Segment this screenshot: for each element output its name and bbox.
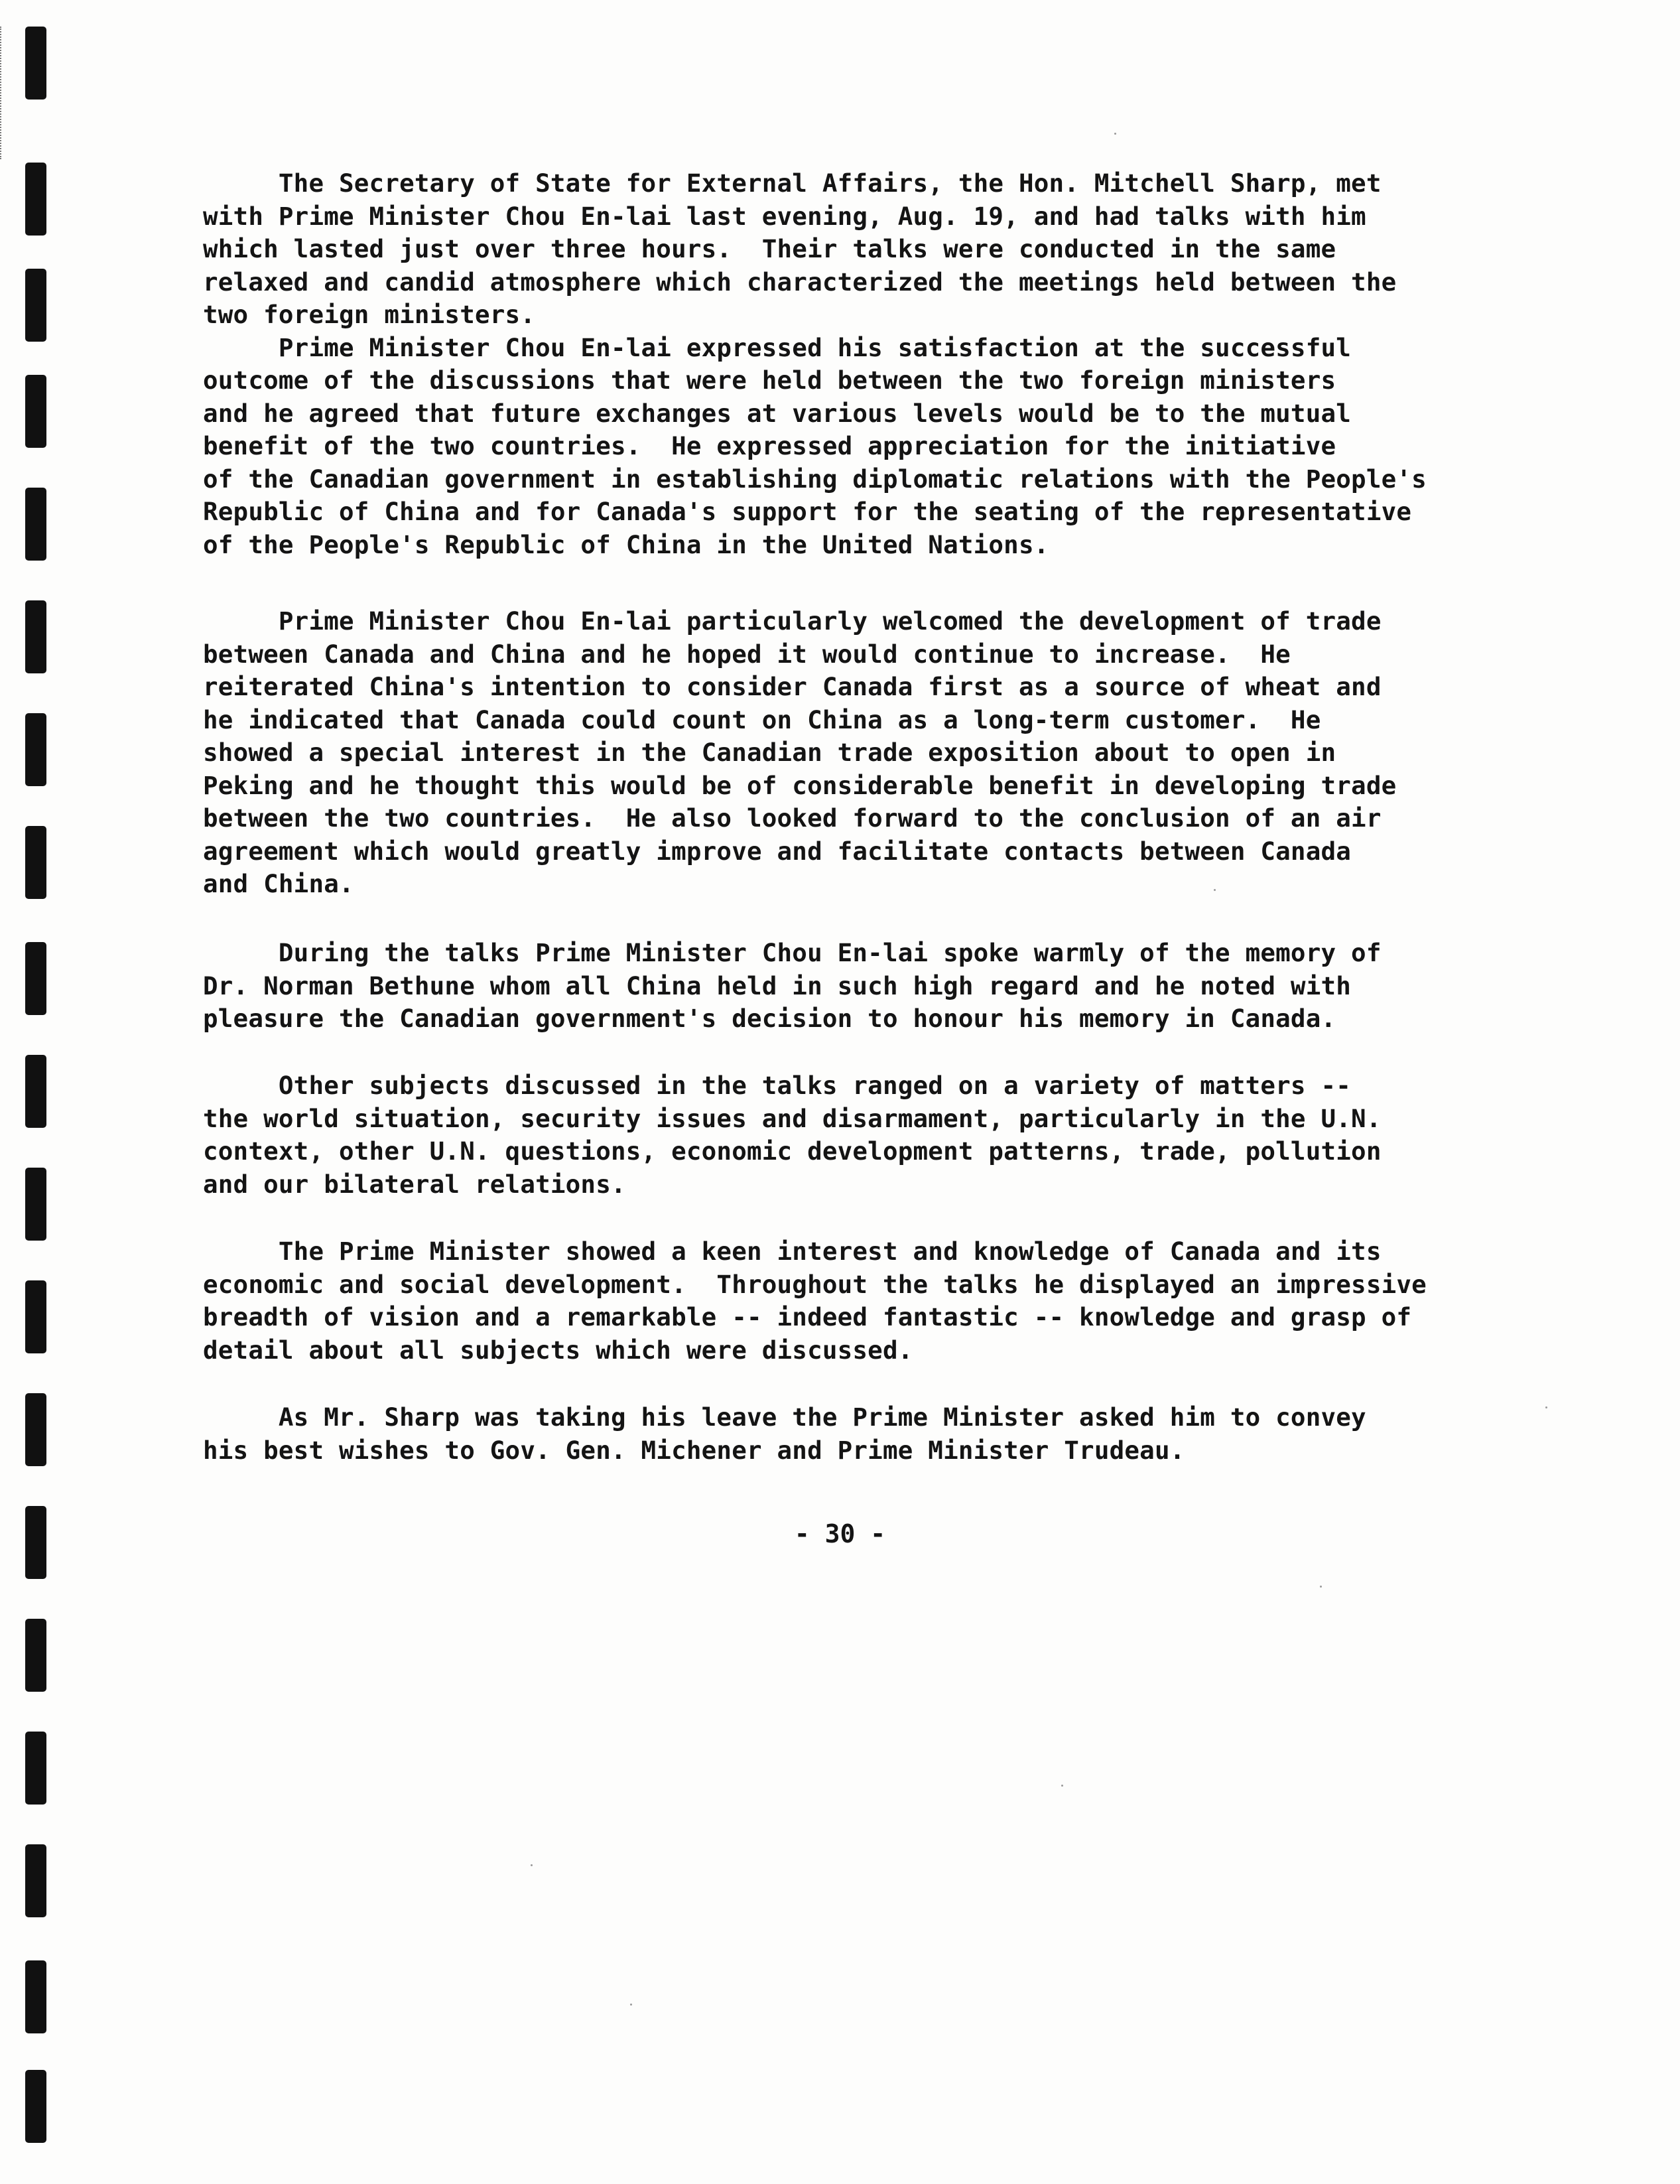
binding-hole (25, 488, 46, 561)
page-number: - 30 - (794, 1519, 886, 1548)
paragraph-4: Other subjects discussed in the talks ranged on a variety of matters -- the world situation, security issues and disarmament, particularly in the U.N. context, other U.N. questions, economic development patterns, trade, pollution and our bilateral relations. (203, 1071, 1382, 1199)
binding-hole (25, 1393, 46, 1466)
binding-hole (25, 163, 46, 236)
binding-hole (25, 1168, 46, 1241)
paragraph-1: The Secretary of State for External Affairs, the Hon. Mitchell Sharp, met with Prime Minister Chou En-lai last evening, Aug. 19, and had talks with him which lasted just over three hours. Their talks were conducted in the same relaxed and candid atmosphere which characterized the meetings held between the two foreign ministers. Prime Minister Chou En-lai expressed his satisfaction at the successful outcome of the discussions that were held between the two foreign ministers and he agreed that future exchanges at various levels would be to the mutual benefit of the two countries. He expressed appreciation for the initiative of the Canadian government in establishing diplomatic relations with the People's Republic of China and for Canada's support for the seating of the representative of the People's Republic of China in the United Nations. (203, 169, 1427, 559)
scan-speck (1114, 133, 1116, 135)
binding-hole (25, 27, 46, 100)
paragraph-3: During the talks Prime Minister Chou En-lai spoke warmly of the memory of Dr. Norman Bethune whom all China held in such high regard and he noted with pleasure the Canadian government's decision to honour his memory in Canada. (203, 938, 1382, 1033)
binding-hole (25, 269, 46, 342)
binding-hole (25, 375, 46, 448)
binding-hole (25, 1280, 46, 1353)
binding-hole (25, 1844, 46, 1917)
scan-speck (1545, 1406, 1547, 1408)
binding-hole (25, 1619, 46, 1692)
paragraph-6: As Mr. Sharp was taking his leave the Prime Minister asked him to convey his best wishes to Gov. Gen. Michener and Prime Minister Trudeau. (203, 1402, 1366, 1465)
binding-hole (25, 942, 46, 1015)
scan-speck (1214, 889, 1216, 891)
binding-hole (25, 600, 46, 673)
binding-hole (25, 1960, 46, 2033)
binding-hole (25, 1055, 46, 1128)
binding-hole (25, 826, 46, 899)
paragraph-2: Prime Minister Chou En-lai particularly welcomed the development of trade between Canada and China and he hoped it would continue to increase. He reiterated China's intention to consider Canada first as a source of wheat and he indicated that Canada could count on China as a long-term customer. He showed a special interest in the Canadian trade exposition about to open in Peking and he thought this would be of considerable benefit in developing trade between the two countries. He also looked forward to the conclusion of an air agreement which would greatly improve and facilitate contacts between Canada and China. (203, 606, 1397, 898)
scan-speck (531, 1864, 533, 1866)
binding-hole (25, 1732, 46, 1805)
scan-speck (1061, 1785, 1063, 1787)
edge-mark (0, 27, 11, 159)
binding-hole (25, 713, 46, 786)
binding-hole (25, 2070, 46, 2143)
paragraph-5: The Prime Minister showed a keen interest and knowledge of Canada and its economic and social development. Throughout the talks he displayed an impressive breadth of vision and a remarkable -- indeed fantastic -- knowledge and grasp of detail about all subjects which were discussed. (203, 1237, 1427, 1365)
scan-speck (630, 2004, 632, 2006)
scan-speck (1320, 1586, 1322, 1588)
